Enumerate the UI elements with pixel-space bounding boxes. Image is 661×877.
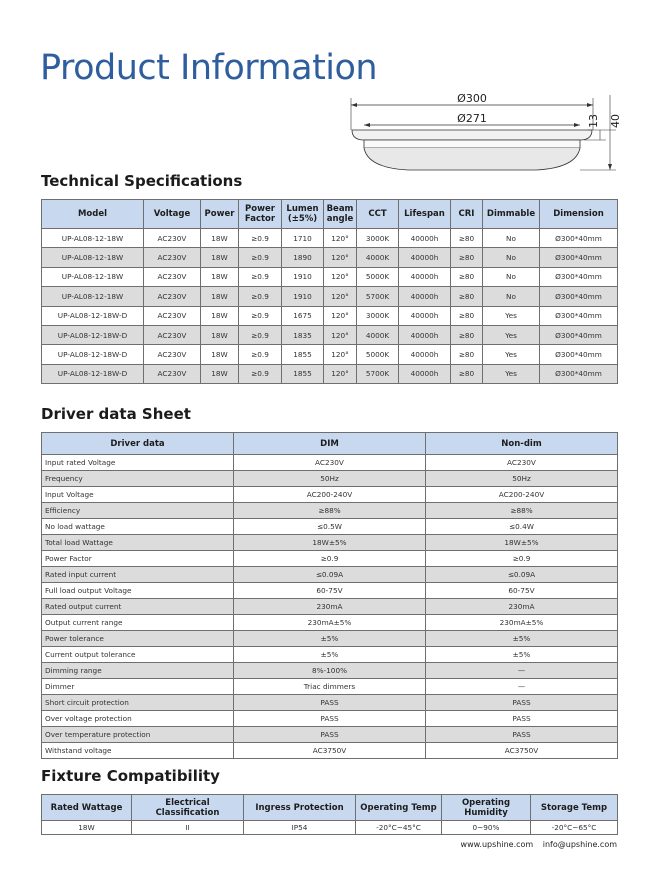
table-cell: 18W xyxy=(201,306,239,325)
table-cell: 230mA±5% xyxy=(426,615,618,631)
table-cell: 1855 xyxy=(282,364,324,383)
table-cell: UP-AL08-12-18W-D xyxy=(42,325,144,344)
table-cell: 3000K xyxy=(357,229,399,248)
table-cell: ±5% xyxy=(426,647,618,663)
table-cell: ≥80 xyxy=(451,267,483,286)
height-small-label: 13 xyxy=(587,114,600,128)
table-cell: AC3750V xyxy=(234,743,426,759)
table-cell: PASS xyxy=(234,695,426,711)
driver-data-table xyxy=(41,432,618,759)
table-cell: PASS xyxy=(426,711,618,727)
table-row xyxy=(42,364,618,383)
table-cell: 40000h xyxy=(399,345,451,364)
height-large-label: 40 xyxy=(609,114,622,128)
table-cell: AC3750V xyxy=(426,743,618,759)
table-row xyxy=(42,727,618,743)
table-row xyxy=(42,567,618,583)
table-cell: 18W xyxy=(201,325,239,344)
table-cell: 5700K xyxy=(357,287,399,306)
driver-header-row xyxy=(42,433,618,455)
table-cell: 18W xyxy=(201,287,239,306)
table-cell: No load wattage xyxy=(42,519,234,535)
table-cell: No xyxy=(483,267,540,286)
col-storage-temp: Storage Temp xyxy=(531,795,618,821)
table-cell: AC200-240V xyxy=(426,487,618,503)
table-cell: Power tolerance xyxy=(42,631,234,647)
table-cell: Ø300*40mm xyxy=(540,345,618,364)
table-cell: ≥80 xyxy=(451,345,483,364)
lamp-base-shape xyxy=(352,130,592,140)
col-non-dim: Non-dim xyxy=(426,433,618,455)
table-row xyxy=(42,599,618,615)
table-cell: Power Factor xyxy=(42,551,234,567)
table-cell: 4000K xyxy=(357,325,399,344)
table-cell: ±5% xyxy=(234,647,426,663)
table-cell: AC230V xyxy=(144,364,201,383)
table-row xyxy=(42,631,618,647)
table-row xyxy=(42,743,618,759)
table-cell: 230mA±5% xyxy=(234,615,426,631)
table-cell: UP-AL08-12-18W-D xyxy=(42,364,144,383)
col-dimmable: Dimmable xyxy=(483,200,540,229)
table-cell: Dimming range xyxy=(42,663,234,679)
table-cell: 120° xyxy=(324,306,357,325)
table-cell: 1910 xyxy=(282,287,324,306)
table-cell: Input Voltage xyxy=(42,487,234,503)
table-cell: 1910 xyxy=(282,267,324,286)
table-row xyxy=(42,325,618,344)
table-row xyxy=(42,647,618,663)
table-cell: 50Hz xyxy=(234,471,426,487)
table-cell: ≥0.9 xyxy=(239,306,282,325)
table-row xyxy=(42,345,618,364)
table-row xyxy=(42,229,618,248)
table-cell: Ø300*40mm xyxy=(540,229,618,248)
table-cell: AC230V xyxy=(144,345,201,364)
table-cell: UP-AL08-12-18W-D xyxy=(42,306,144,325)
outer-dimension-label: Ø300 xyxy=(457,92,487,105)
col-driver-data: Driver data xyxy=(42,433,234,455)
table-cell: 40000h xyxy=(399,306,451,325)
table-cell: AC230V xyxy=(144,325,201,344)
table-cell: Ø300*40mm xyxy=(540,287,618,306)
table-cell: 40000h xyxy=(399,325,451,344)
table-cell: -20°C~65°C xyxy=(531,821,618,835)
fixture-compat-title: Fixture Compatibility xyxy=(41,767,220,785)
table-cell: IP54 xyxy=(244,821,356,835)
table-cell: ±5% xyxy=(234,631,426,647)
table-cell: 120° xyxy=(324,248,357,267)
table-cell: 18W xyxy=(201,267,239,286)
table-cell: ≥0.9 xyxy=(239,325,282,344)
table-cell: ≥80 xyxy=(451,364,483,383)
table-cell: 1675 xyxy=(282,306,324,325)
table-cell: ≤0.5W xyxy=(234,519,426,535)
table-cell: Rated output current xyxy=(42,599,234,615)
table-cell: Ø300*40mm xyxy=(540,267,618,286)
col-voltage: Voltage xyxy=(144,200,201,229)
table-cell: Ø300*40mm xyxy=(540,248,618,267)
table-row xyxy=(42,695,618,711)
table-cell: UP-AL08-12-18W-D xyxy=(42,345,144,364)
table-cell: 230mA xyxy=(234,599,426,615)
table-cell: No xyxy=(483,229,540,248)
table-row xyxy=(42,503,618,519)
col-cct: CCT xyxy=(357,200,399,229)
table-cell: 5700K xyxy=(357,364,399,383)
col-rated-wattage: Rated Wattage xyxy=(42,795,132,821)
table-cell: UP-AL08-12-18W xyxy=(42,248,144,267)
table-cell: ≥0.9 xyxy=(239,248,282,267)
table-cell: Total load Wattage xyxy=(42,535,234,551)
table-cell: 1890 xyxy=(282,248,324,267)
table-cell: AC230V xyxy=(426,455,618,471)
table-cell: UP-AL08-12-18W xyxy=(42,287,144,306)
table-cell: ≥88% xyxy=(426,503,618,519)
table-cell: Ø300*40mm xyxy=(540,306,618,325)
table-row xyxy=(42,487,618,503)
table-cell: Output current range xyxy=(42,615,234,631)
lamp-ring-shape xyxy=(364,140,580,148)
col-cri: CRI xyxy=(451,200,483,229)
fixture-header-row xyxy=(42,795,618,821)
table-cell: 230mA xyxy=(426,599,618,615)
table-cell: Withstand voltage xyxy=(42,743,234,759)
col-lumen: Lumen (±5%) xyxy=(282,200,324,229)
table-cell: 18W xyxy=(201,229,239,248)
table-cell: -20°C~45°C xyxy=(356,821,442,835)
table-row xyxy=(42,455,618,471)
table-row xyxy=(42,248,618,267)
table-cell: PASS xyxy=(426,727,618,743)
table-cell: 18W xyxy=(201,248,239,267)
col-electrical-class: Electrical Classification xyxy=(132,795,244,821)
table-cell: Dimmer xyxy=(42,679,234,695)
table-cell: Frequency xyxy=(42,471,234,487)
fixture-compat-table xyxy=(41,794,618,835)
table-cell: ≥80 xyxy=(451,229,483,248)
table-cell: 40000h xyxy=(399,248,451,267)
table-cell: ≤0.09A xyxy=(234,567,426,583)
table-cell: AC230V xyxy=(144,306,201,325)
table-cell: ≥80 xyxy=(451,306,483,325)
table-cell: Full load output Voltage xyxy=(42,583,234,599)
table-cell: 60-75V xyxy=(426,583,618,599)
tech-specs-header-row xyxy=(42,200,618,229)
table-row xyxy=(42,267,618,286)
table-cell: 1835 xyxy=(282,325,324,344)
table-cell: Triac dimmers xyxy=(234,679,426,695)
table-cell: 18W xyxy=(201,364,239,383)
col-beam-angle: Beam angle xyxy=(324,200,357,229)
table-row xyxy=(42,711,618,727)
table-cell: AC200-240V xyxy=(234,487,426,503)
col-model: Model xyxy=(42,200,144,229)
table-cell: 18W xyxy=(42,821,132,835)
table-row xyxy=(42,471,618,487)
table-cell: UP-AL08-12-18W xyxy=(42,229,144,248)
table-cell: ±5% xyxy=(426,631,618,647)
table-cell: ≥80 xyxy=(451,287,483,306)
table-cell: ≤0.09A xyxy=(426,567,618,583)
col-dim: DIM xyxy=(234,433,426,455)
table-cell: 3000K xyxy=(357,306,399,325)
table-cell: ≥0.9 xyxy=(239,267,282,286)
table-cell: 8%-100% xyxy=(234,663,426,679)
table-row xyxy=(42,287,618,306)
product-dimension-drawing xyxy=(348,90,628,180)
table-cell: ≥0.9 xyxy=(239,364,282,383)
table-cell: 5000K xyxy=(357,345,399,364)
website-link[interactable]: www.upshine.com xyxy=(460,840,534,849)
page-title: Product Information xyxy=(40,48,378,88)
table-cell: 18W±5% xyxy=(234,535,426,551)
email-link[interactable]: info@upshine.com xyxy=(542,840,617,849)
col-dimension: Dimension xyxy=(540,200,618,229)
table-cell: ≥0.9 xyxy=(239,229,282,248)
table-cell: 120° xyxy=(324,229,357,248)
table-cell: Ø300*40mm xyxy=(540,325,618,344)
table-cell: Yes xyxy=(483,306,540,325)
driver-sheet-title: Driver data Sheet xyxy=(41,405,191,423)
table-cell: AC230V xyxy=(144,248,201,267)
table-row xyxy=(42,679,618,695)
col-operating-temp: Operating Temp xyxy=(356,795,442,821)
table-cell: Short circuit protection xyxy=(42,695,234,711)
table-cell: UP-AL08-12-18W xyxy=(42,267,144,286)
table-cell: AC230V xyxy=(144,267,201,286)
table-row xyxy=(42,663,618,679)
table-cell: Input rated Voltage xyxy=(42,455,234,471)
table-cell: AC230V xyxy=(144,229,201,248)
col-ingress-protection: Ingress Protection xyxy=(244,795,356,821)
table-row xyxy=(42,535,618,551)
table-cell: Over temperature protection xyxy=(42,727,234,743)
table-cell: 60-75V xyxy=(234,583,426,599)
table-cell: 120° xyxy=(324,325,357,344)
table-cell: No xyxy=(483,287,540,306)
table-cell: No xyxy=(483,248,540,267)
col-lifespan: Lifespan xyxy=(399,200,451,229)
table-cell: 120° xyxy=(324,267,357,286)
table-cell: 0~90% xyxy=(442,821,531,835)
table-cell: 5000K xyxy=(357,267,399,286)
table-row xyxy=(42,583,618,599)
table-cell: Yes xyxy=(483,325,540,344)
table-cell: Ø300*40mm xyxy=(540,364,618,383)
table-cell: 4000K xyxy=(357,248,399,267)
table-cell: ≥0.9 xyxy=(426,551,618,567)
table-cell: ≥88% xyxy=(234,503,426,519)
lamp-diffuser-shape xyxy=(364,148,580,170)
table-cell: — xyxy=(426,679,618,695)
tech-specs-title: Technical Specifications xyxy=(41,172,243,190)
table-row xyxy=(42,821,618,835)
table-cell: 40000h xyxy=(399,229,451,248)
table-cell: Yes xyxy=(483,364,540,383)
table-cell: ≥0.9 xyxy=(239,287,282,306)
table-cell: AC230V xyxy=(234,455,426,471)
table-cell: AC230V xyxy=(144,287,201,306)
table-row xyxy=(42,519,618,535)
table-cell: Current output tolerance xyxy=(42,647,234,663)
table-cell: 40000h xyxy=(399,364,451,383)
table-cell: — xyxy=(426,663,618,679)
table-cell: 18W±5% xyxy=(426,535,618,551)
table-cell: II xyxy=(132,821,244,835)
footer xyxy=(454,840,617,849)
table-cell: 40000h xyxy=(399,287,451,306)
table-cell: PASS xyxy=(426,695,618,711)
table-row xyxy=(42,551,618,567)
table-cell: 50Hz xyxy=(426,471,618,487)
table-cell: 120° xyxy=(324,287,357,306)
table-cell: 120° xyxy=(324,364,357,383)
table-cell: 18W xyxy=(201,345,239,364)
table-cell: 40000h xyxy=(399,267,451,286)
tech-specs-table xyxy=(41,199,618,384)
table-cell: ≥0.9 xyxy=(234,551,426,567)
table-cell: Rated input current xyxy=(42,567,234,583)
col-operating-humidity: Operating Humidity xyxy=(442,795,531,821)
table-cell: Over voltage protection xyxy=(42,711,234,727)
table-cell: 1855 xyxy=(282,345,324,364)
col-power-factor: Power Factor xyxy=(239,200,282,229)
table-cell: Yes xyxy=(483,345,540,364)
table-row xyxy=(42,615,618,631)
inner-dimension-label: Ø271 xyxy=(457,112,487,125)
table-cell: PASS xyxy=(234,727,426,743)
table-cell: ≥80 xyxy=(451,248,483,267)
table-cell: 1710 xyxy=(282,229,324,248)
table-cell: PASS xyxy=(234,711,426,727)
table-cell: ≤0.4W xyxy=(426,519,618,535)
table-cell: Efficiency xyxy=(42,503,234,519)
table-cell: ≥80 xyxy=(451,325,483,344)
table-row xyxy=(42,306,618,325)
col-power: Power xyxy=(201,200,239,229)
table-cell: ≥0.9 xyxy=(239,345,282,364)
table-cell: 120° xyxy=(324,345,357,364)
